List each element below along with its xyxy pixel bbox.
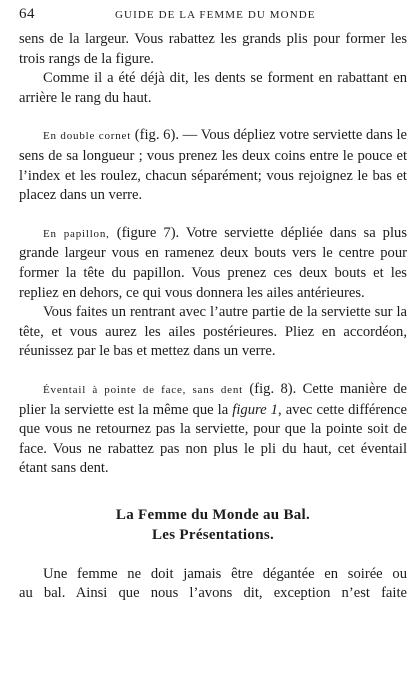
section-heading-line-1: La Femme du Monde au Bal. xyxy=(115,506,311,523)
paragraph-text-papillon: (figure 7). Votre serviette dépliée dans sa plus grande largeur vous en ramenez deux bouts vers le centre pour former la tête du papillon. Vous prenez ces deux bouts et les repliez en dehors, ce qui vous donnera les ailes antérieures. xyxy=(19,224,407,301)
paragraph-closing-line-1: Une femme ne doit jamais être dégantée en soirée ou xyxy=(43,565,407,582)
paragraph-label-eventail: Éventail à pointe de face, sans dent xyxy=(43,383,244,396)
paragraph-text-eventail-b: , avec cette différence que vous ne retournez pas la serviette, pour que la pointe soit de face. Vous ne rabattez pas non plus le pli du haut, cet éventail étant sans dent. xyxy=(19,401,407,477)
paragraph-continuation: sens de la largeur. Vous rabattez les grands plis pour former les trois rangs de la figure. xyxy=(19,31,407,67)
paragraph-label-papillon: En papillon, xyxy=(43,227,110,240)
paragraph-double-cornet xyxy=(19,126,407,205)
section-heading xyxy=(19,505,407,545)
running-title: GUIDE DE LA FEMME DU MONDE xyxy=(115,9,316,21)
paragraph-papillon xyxy=(19,224,407,303)
paragraph-label-double-cornet: En double cornet xyxy=(43,130,132,143)
paragraph-text-double-cornet: (fig. 6). — Vous dépliez votre serviette dans le sens de sa longueur ; vous prenez les deux coins entre le pouce et l’index et les roulez, chacun séparément; vous rejoignez le bas et placez dans un verre. xyxy=(19,127,407,204)
paragraph-text-eventail-a: (fig. 8). Cette manière de plier la serviette est la même que la xyxy=(19,380,408,418)
section-heading-line-2: Les Présentations. xyxy=(151,526,275,543)
page-body xyxy=(19,30,407,604)
paragraph-dents: Comme il a été déjà dit, les dents se forment en rabattant en arrière le rang du haut. xyxy=(19,70,407,106)
paragraph-closing-line-2: au bal. Ainsi que nous l’avons dit, exception n’est faite xyxy=(19,585,407,602)
page-number: 64 xyxy=(19,6,35,22)
paragraph-eventail xyxy=(19,380,407,479)
page-header xyxy=(19,6,405,26)
figure-reference: figure 1 xyxy=(232,401,278,418)
paragraph-ailes-posterieures: Vous faites un rentrant avec l’autre partie de la serviette sur la tête, et vous aurez les ailes postérieures. Pliez en accordéon, réunissez par le bas et mettez dans un verre. xyxy=(19,304,407,360)
